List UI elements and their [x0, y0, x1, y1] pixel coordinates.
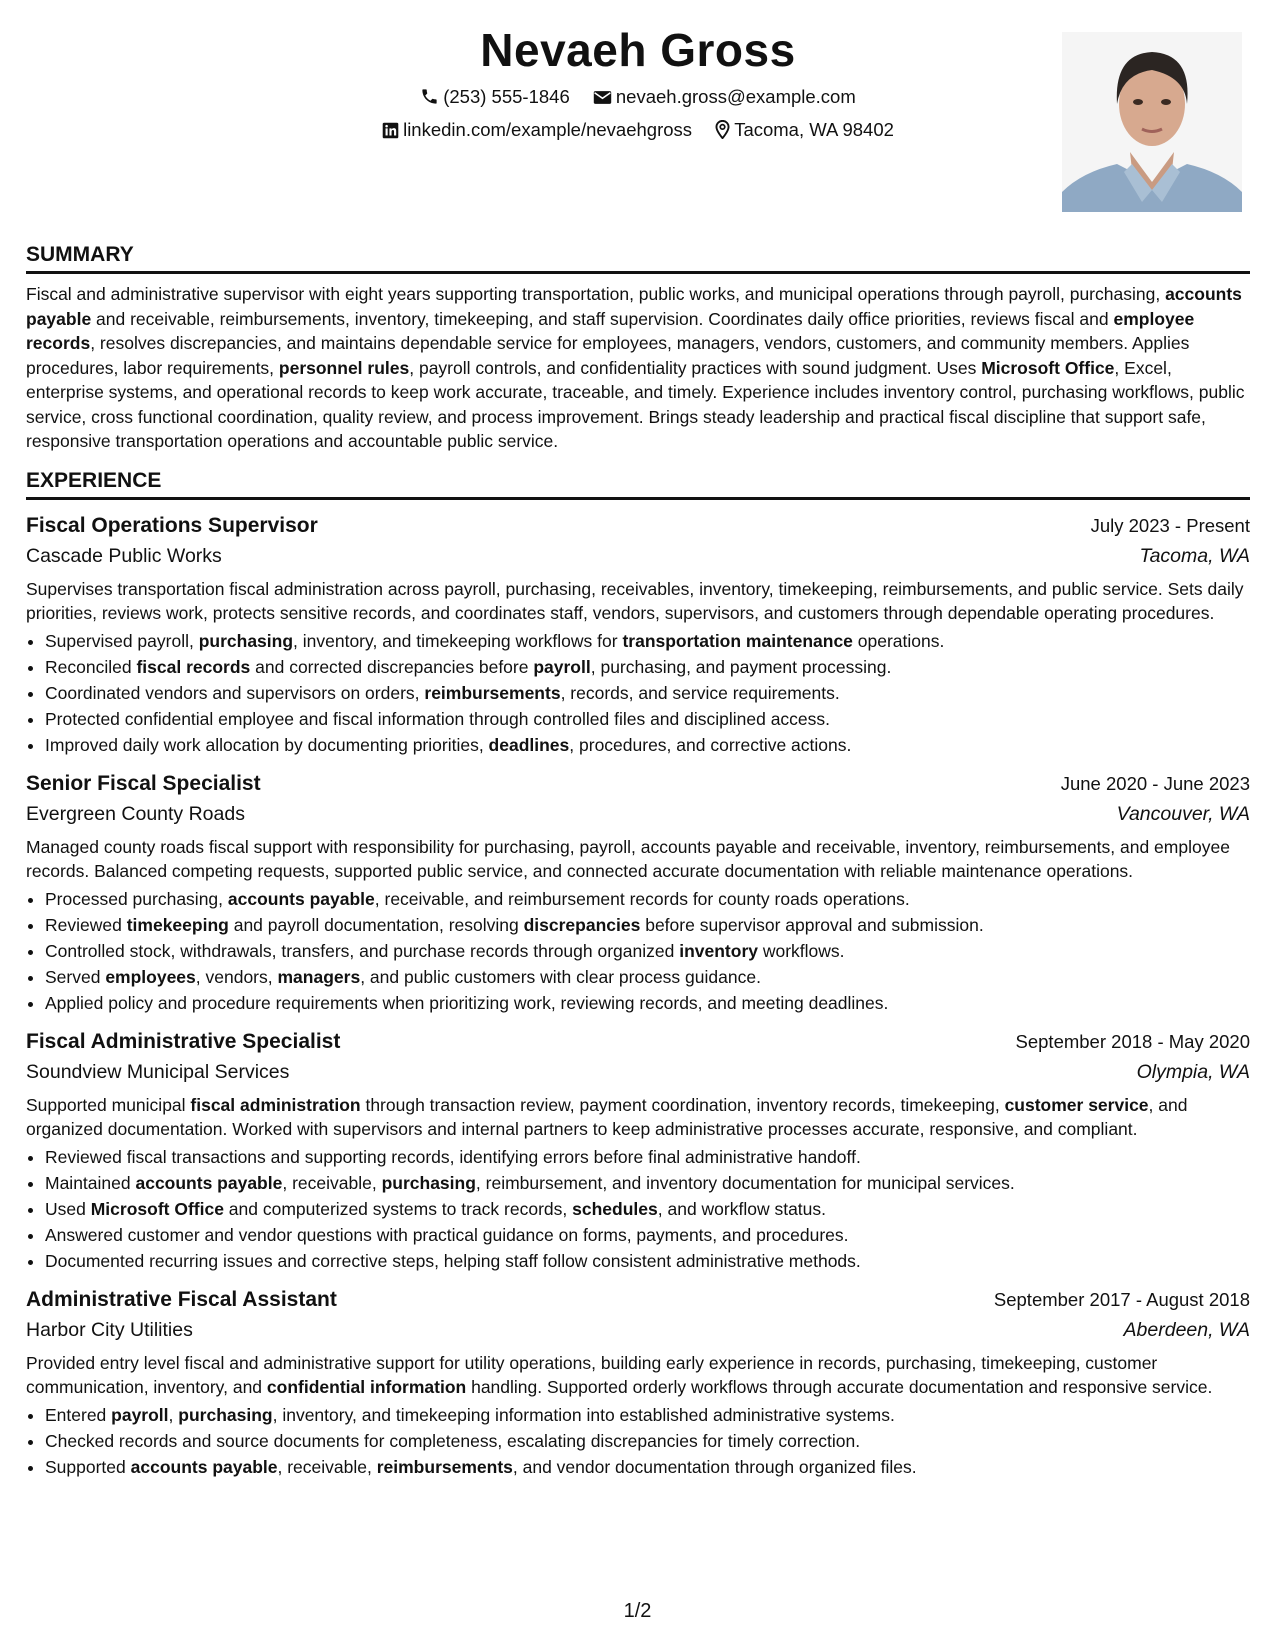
job-location: Olympia, WA	[1136, 1060, 1250, 1083]
bold-keyword: timekeeping	[126, 914, 229, 935]
bold-keyword: purchasing	[381, 1172, 476, 1193]
bold-keyword: confidential information	[266, 1377, 467, 1397]
text-run: Protected confidential employee and fiscal information through controlled files and disciplined access.	[45, 708, 831, 729]
location-text: Tacoma, WA 98402	[734, 119, 894, 140]
job-dates: September 2017 - August 2018	[993, 1288, 1250, 1310]
text-run: and corrected discrepancies before	[250, 656, 534, 677]
bullet-item	[45, 1402, 1250, 1428]
bullet-item	[45, 706, 1250, 732]
bold-keyword: purchasing	[178, 1404, 273, 1425]
bold-keyword: inventory	[679, 940, 758, 961]
text-run: , records, and service requirements.	[560, 682, 840, 703]
text-run: Checked records and source documents for completeness, escalating discrepancies for timely correction.	[45, 1430, 861, 1451]
summary-section	[26, 242, 1250, 454]
text-run: , and workflow status.	[657, 1198, 827, 1219]
bold-keyword: reimbursements	[376, 1456, 513, 1477]
contact-email[interactable]	[593, 82, 856, 115]
phone-icon	[420, 85, 439, 115]
bullet-item	[45, 680, 1250, 706]
job-bullets	[26, 886, 1250, 1016]
text-run: , inventory, and timekeeping workflows for	[293, 630, 623, 651]
job-entry	[26, 1284, 1250, 1480]
job-entry	[26, 510, 1250, 758]
summary-text	[26, 282, 1250, 454]
text-run: , and organized documentation. Worked with supervisors and internal partners to keep administrative processes accurate, responsive, and compliant.	[26, 1094, 1188, 1139]
job-entry	[26, 768, 1250, 1016]
bullet-item	[45, 628, 1250, 654]
contact-location	[715, 115, 894, 148]
text-run: and payroll documentation, resolving	[228, 914, 524, 935]
bullet-item	[45, 938, 1250, 964]
resume-page	[26, 18, 1250, 1480]
text-run: Applied policy and procedure requirements when prioritizing work, reviewing records, and meeting deadlines.	[45, 992, 889, 1013]
text-run: Documented recurring issues and corrective steps, helping staff follow consistent administrative methods.	[45, 1250, 861, 1271]
text-run: , inventory, and timekeeping information into established administrative systems.	[272, 1404, 895, 1425]
text-run: Answered customer and vendor questions with practical guidance on forms, payments, and procedures.	[45, 1224, 849, 1245]
text-run: , vendors,	[195, 966, 278, 987]
bullet-item	[45, 1248, 1250, 1274]
text-run: Supervises transportation fiscal administration across payroll, purchasing, receivables, inventory, timekeeping, reimbursements, and public service. Sets daily priorities, reviews work, protects sensitive records, and coordinates staff, vendors, supervisors, and customers through dependable operating procedures.	[26, 578, 1244, 623]
text-run: Served	[45, 966, 106, 987]
text-run: , receivable,	[277, 1456, 377, 1477]
job-description	[26, 577, 1250, 626]
company-name: Cascade Public Works	[26, 544, 222, 567]
job-company-row	[26, 541, 1250, 571]
text-run: , resolves discrepancies, and maintains dependable service for employees, managers, vendors, customers, and community members. Applies procedures, labor requirements,	[26, 333, 1190, 378]
bold-keyword: fiscal records	[136, 656, 251, 677]
text-run: , and public customers with clear process guidance.	[360, 966, 761, 987]
text-run: Supported	[45, 1456, 131, 1477]
job-entry	[26, 1026, 1250, 1274]
text-run: , payroll controls, and confidentiality practices with sound judgment. Uses	[409, 357, 982, 378]
experience-heading: EXPERIENCE	[26, 468, 1250, 500]
job-dates: July 2023 - Present	[1090, 514, 1250, 536]
bullet-item	[45, 732, 1250, 758]
bold-keyword: purchasing	[198, 630, 294, 651]
job-company-row	[26, 799, 1250, 829]
linkedin-icon	[382, 118, 399, 148]
candidate-name: Nevaeh Gross	[480, 24, 796, 76]
text-run: Supported municipal	[26, 1094, 191, 1115]
job-title-row	[26, 1284, 1250, 1315]
bold-keyword: accounts payable	[26, 284, 1242, 329]
text-run: Reviewed	[45, 914, 127, 935]
bullet-item	[45, 1222, 1250, 1248]
text-run: , Excel, enterprise systems, and operational records to keep work accurate, traceable, and timely. Experience includes inventory control, purchasing workflows, public service, cross functional coordination, quality review, and process improvement. Brings steady leadership and practical fiscal discipline that support safe, responsive transportation operations and accountable public service.	[26, 357, 1245, 451]
bold-keyword: employees	[105, 966, 196, 987]
job-bullets	[26, 1402, 1250, 1480]
company-name: Harbor City Utilities	[26, 1318, 193, 1341]
job-company-row	[26, 1315, 1250, 1345]
job-title: Fiscal Operations Supervisor	[26, 513, 318, 537]
job-title: Administrative Fiscal Assistant	[26, 1287, 337, 1311]
job-location: Vancouver, WA	[1116, 802, 1250, 825]
contact-phone	[420, 82, 570, 115]
job-location: Tacoma, WA	[1139, 544, 1250, 567]
text-run: and computerized systems to track records,	[223, 1198, 573, 1219]
text-run: Processed purchasing,	[45, 888, 228, 909]
text-run: , receivable,	[282, 1172, 382, 1193]
linkedin-text: linkedin.com/example/nevaehgross	[403, 119, 693, 140]
bold-keyword: payroll	[533, 656, 591, 677]
contact-linkedin[interactable]	[382, 115, 692, 148]
text-run: Coordinated vendors and supervisors on orders,	[45, 682, 425, 703]
bold-keyword: transportation maintenance	[622, 630, 853, 651]
bold-keyword: fiscal administration	[190, 1094, 361, 1115]
bullet-item	[45, 1170, 1250, 1196]
location-pin-icon	[715, 118, 730, 148]
text-run: , receivable, and reimbursement records for county roads operations.	[374, 888, 910, 909]
bold-keyword: managers	[277, 966, 361, 987]
text-run: handling. Supported orderly workflows through accurate documentation and responsive service.	[466, 1377, 1213, 1397]
bullet-item	[45, 886, 1250, 912]
bullet-item	[45, 1144, 1250, 1170]
bold-keyword: reimbursements	[424, 682, 561, 703]
text-run: before supervisor approval and submission.	[640, 914, 984, 935]
company-name: Evergreen County Roads	[26, 802, 245, 825]
text-run: workflows.	[758, 940, 845, 961]
text-run: Controlled stock, withdrawals, transfers, and purchase records through organized	[45, 940, 680, 961]
text-run: Reconciled	[45, 656, 137, 677]
email-text: nevaeh.gross@example.com	[615, 86, 856, 107]
text-run: Entered	[45, 1404, 112, 1425]
job-location: Aberdeen, WA	[1123, 1318, 1250, 1341]
bullet-item	[45, 654, 1250, 680]
bullet-item	[45, 912, 1250, 938]
job-company-row	[26, 1057, 1250, 1087]
job-bullets	[26, 1144, 1250, 1274]
summary-heading: SUMMARY	[26, 242, 1250, 274]
experience-section	[26, 468, 1250, 1480]
job-description	[26, 1093, 1250, 1142]
bold-keyword: accounts payable	[227, 888, 375, 909]
company-name: Soundview Municipal Services	[26, 1060, 290, 1083]
bold-keyword: accounts payable	[135, 1172, 283, 1193]
phone-text: (253) 555-1846	[443, 86, 570, 107]
bold-keyword: Microsoft Office	[981, 357, 1115, 378]
text-run: Maintained	[45, 1172, 136, 1193]
job-title: Senior Fiscal Specialist	[26, 771, 261, 795]
text-run: , reimbursement, and inventory documentation for municipal services.	[475, 1172, 1015, 1193]
profile-photo	[1062, 32, 1242, 212]
text-run: Provided entry level fiscal and administrative support for utility operations, building early experience in records, purchasing, timekeeping, customer communication, inventory, and	[26, 1352, 1158, 1397]
job-list	[26, 510, 1250, 1480]
bold-keyword: deadlines	[488, 734, 570, 755]
bold-keyword: customer service	[1004, 1094, 1149, 1115]
bullet-item	[45, 990, 1250, 1016]
text-run: , procedures, and corrective actions.	[569, 734, 852, 755]
bold-keyword: personnel rules	[278, 357, 410, 378]
job-title: Fiscal Administrative Specialist	[26, 1029, 341, 1053]
text-run: Used	[45, 1198, 91, 1219]
job-dates: September 2018 - May 2020	[1015, 1030, 1250, 1052]
text-run: , purchasing, and payment processing.	[590, 656, 892, 677]
job-title-row	[26, 510, 1250, 541]
bullet-item	[45, 1428, 1250, 1454]
job-title-row	[26, 1026, 1250, 1057]
resume-header	[26, 18, 1250, 218]
text-run: Improved daily work allocation by documenting priorities,	[45, 734, 489, 755]
bold-keyword: accounts payable	[130, 1456, 278, 1477]
bold-keyword: Microsoft Office	[90, 1198, 224, 1219]
job-description	[26, 1351, 1250, 1400]
text-run: Reviewed fiscal transactions and supporting records, identifying errors before final administrative handoff.	[45, 1146, 861, 1167]
text-run: Fiscal and administrative supervisor with eight years supporting transportation, public works, and municipal operations through payroll, purchasing,	[26, 284, 1166, 304]
text-run: , and vendor documentation through organized files.	[512, 1456, 917, 1477]
page-number: 1/2	[623, 1600, 652, 1622]
text-run: ,	[168, 1404, 179, 1425]
text-run: Supervised payroll,	[45, 630, 199, 651]
bullet-item	[45, 1196, 1250, 1222]
job-bullets	[26, 628, 1250, 758]
bullet-item	[45, 964, 1250, 990]
job-description	[26, 835, 1250, 884]
text-run: operations.	[852, 630, 945, 651]
job-title-row	[26, 768, 1250, 799]
bold-keyword: employee records	[26, 308, 1195, 353]
bold-keyword: schedules	[572, 1198, 658, 1219]
text-run: Managed county roads fiscal support with responsibility for purchasing, payroll, accounts payable and receivable, inventory, reimbursements, and employee records. Balanced competing requests, supported public service, and connected accurate documentation with reliable maintenance operations.	[26, 836, 1230, 881]
bullet-item	[45, 1454, 1250, 1480]
text-run: through transaction review, payment coordination, inventory records, timekeeping,	[360, 1094, 1005, 1115]
bold-keyword: discrepancies	[523, 914, 641, 935]
email-icon	[593, 85, 612, 115]
job-dates: June 2020 - June 2023	[1060, 772, 1250, 794]
bold-keyword: payroll	[111, 1404, 169, 1425]
text-run: and receivable, reimbursements, inventory, timekeeping, and staff supervision. Coordinates daily office priorities, reviews fiscal and	[91, 308, 1114, 329]
